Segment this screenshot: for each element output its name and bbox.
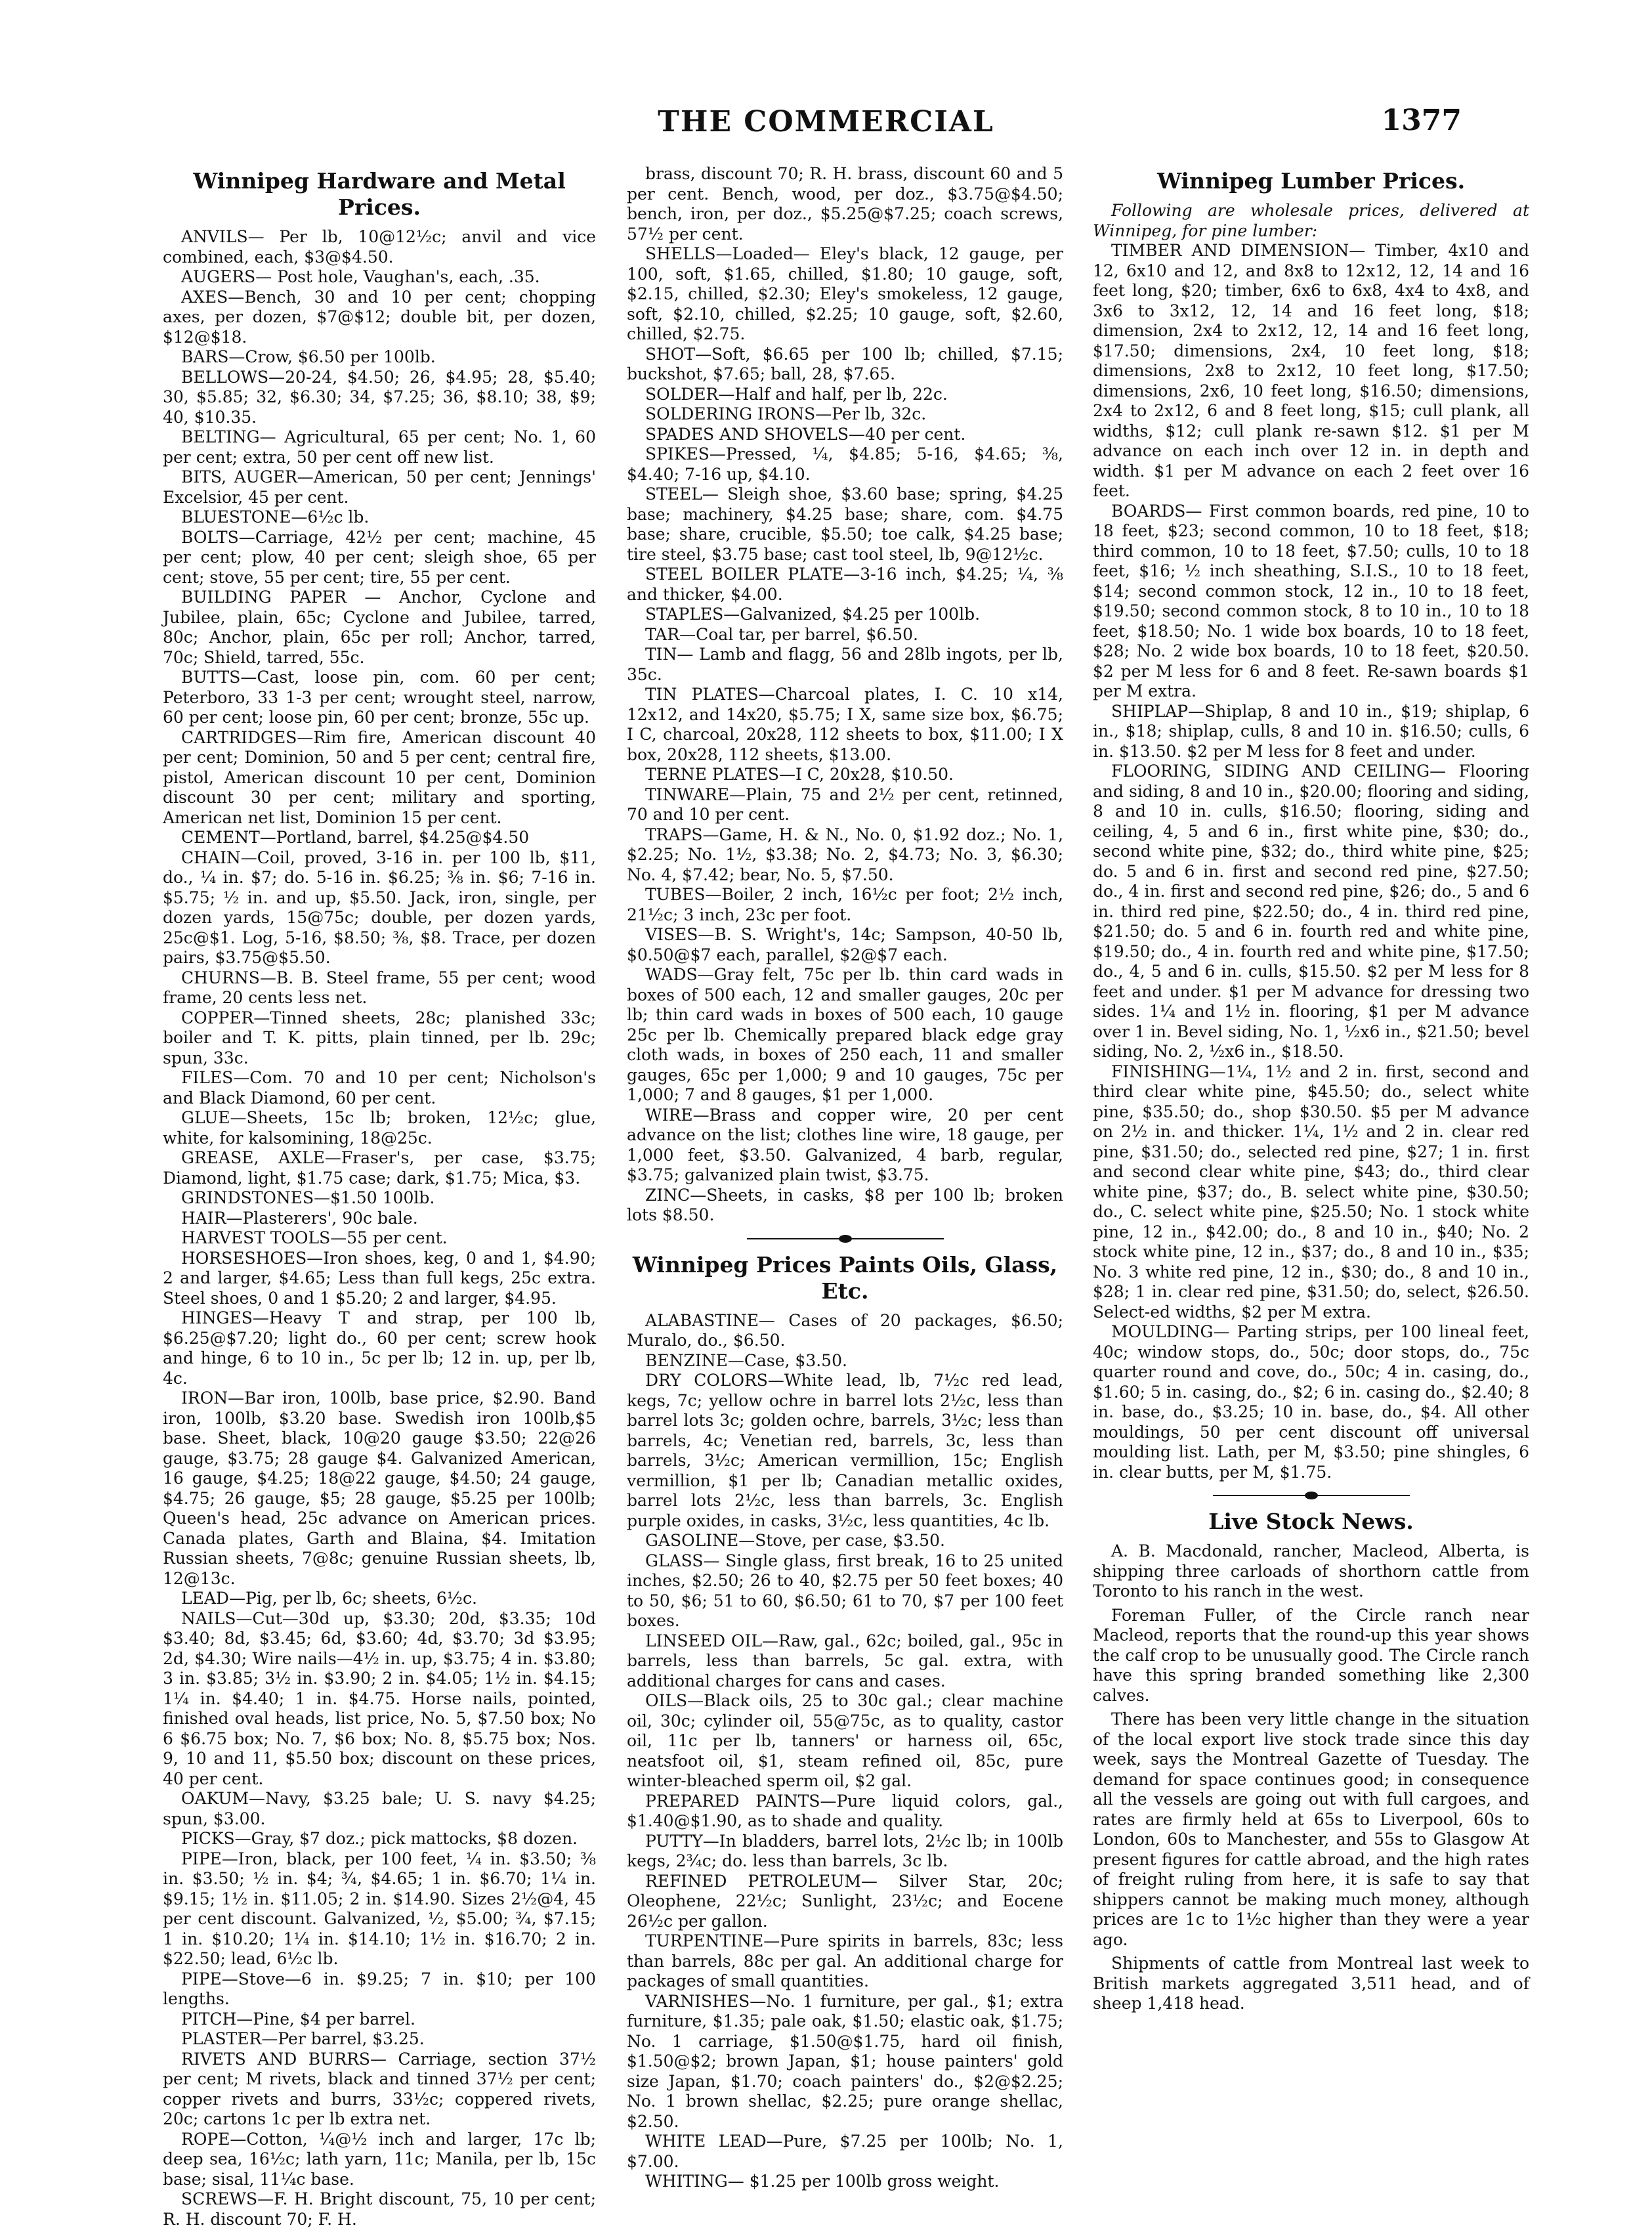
price-entry: ANVILS— Per lb, 10@12½c; anvil and vice combined, each, $3@$4.50. xyxy=(163,227,596,267)
price-entry: HAIR—Plasterers', 90c bale. xyxy=(181,1208,418,1228)
price-entry: WIRE—Brass and copper wire, 20 per cent advance on the list; clothes line wire, 18 gauge, per 1,000 feet, $3.50. Galvanized, 4 barb, regular, $3.75; galvanized plain twist, $3.75. xyxy=(627,1105,1063,1184)
price-entry: TERNE PLATES—I C, 20x28, $10.50. xyxy=(645,765,954,784)
price-entry: AUGERS— Post hole, Vaughan's, each, .35. xyxy=(181,267,540,286)
price-entry: ZINC—Sheets, in casks, $8 per 100 lb; broken lots $8.50. xyxy=(627,1185,1063,1224)
column-left xyxy=(163,164,596,2229)
price-entry: OAKUM—Navy, $3.25 bale; U. S. navy $4.25; spun, $3.00. xyxy=(163,1789,596,1828)
price-entry: ALABASTINE— Cases of 20 packages, $6.50; Muralo, do., $6.50. xyxy=(627,1310,1063,1350)
price-entry: SCREWS—F. H. Bright discount, 75, 10 per cent; R. H. discount 70; F. H. xyxy=(163,2189,596,2229)
lumber-intro: Following are wholesale prices, delivered at Winnipeg, for pine lumber: xyxy=(1093,201,1529,240)
paints-section-title: Winnipeg Prices Paints Oils, Glass, Etc. xyxy=(632,1251,1058,1304)
paints-price-list xyxy=(627,1311,1063,2192)
price-entry: REFINED PETROLEUM— Silver Star, 20c; Oleophene, 22½c; Sunlight, 23½c; and Eocene 26½c per gallon. xyxy=(627,1871,1063,1931)
price-entry: FILES—Com. 70 and 10 per cent; Nicholson's and Black Diamond, 60 per cent. xyxy=(163,1068,596,1107)
page-number: 1377 xyxy=(1381,104,1462,137)
price-entry: SOLDERING IRONS—Per lb, 32c. xyxy=(645,404,927,423)
price-entry: HARVEST TOOLS—55 per cent. xyxy=(181,1228,448,1247)
price-entry: GLUE—Sheets, 15c lb; broken, 12½c; glue, white, for kalsomining, 18@25c. xyxy=(163,1108,596,1148)
price-entry: CARTRIDGES—Rim fire, American discount 40 per cent; Dominion, 50 and 5 per cent; central fire, pistol, American discount 10 per cent, Dominion discount 30 per cent; military and sporting, American net list, Dominion 15 per cent. xyxy=(163,727,596,827)
price-entry: MOULDING— Parting strips, per 100 lineal feet, 40c; window stops, do., 50c; door stops, do., 75c quarter round and cove, do., 50c; 4 in. casing, do., $1.60; 5 in. casing, do., $2; 6 in. casing do., $2.40; 8 in. base, do., $3.25; 10 in. base, do., $4. All other mouldings, 50 per cent discount off universal moulding list. Lath, per M, $3.50; pine shingles, 6 in. clear butts, per M, $1.75. xyxy=(1093,1322,1529,1482)
price-entry: FLOORING, SIDING AND CEILING— Flooring and siding, 8 and 10 in., $20.00; flooring and siding, 8 and 10 in. culls, $16.50; flooring, siding and ceiling, 4, 5 and 6 in., first white pine, $30; do., second white pine, $32; do., third white pine, $25; do. 5 and 6 in. first and second red pine, $27.50; do., 4 in. first and second red pine, $26; do., 5 and 6 in. third red pine, $22.50; do., 4 in. third red pine, $21.50; do. 5 and 6 in. fourth red and white pine, $19.50; do., 4 in. fourth red and white pine, $17.50; do., 4, 5 and 6 in. culls, $15.50. $2 per M less for 8 feet and under. $1 per M advance for dressing two sides. 1¼ and 1½ in. flooring, $1 per M advance over 1 in. Bevel siding, No. 1, ½x6 in., $21.50; bevel siding, No. 2, ½x6 in., $18.50. xyxy=(1093,762,1529,1061)
price-entry: CHURNS—B. B. Steel frame, 55 per cent; wood frame, 20 cents less net. xyxy=(163,968,596,1007)
column-right xyxy=(1093,164,1529,2147)
price-entry: HORSESHOES—Iron shoes, keg, 0 and 1, $4.90; 2 and larger, $4.65; Less than full kegs, 25c extra. Steel shoes, 0 and 1 $5.20; 2 and larger, $4.95. xyxy=(163,1248,596,1308)
price-entry: BOARDS— First common boards, red pine, 10 to 18 feet, $23; second common, 10 to 18 feet, $18; third common, 10 to 18 feet, $7.50; culls, 10 to 18 feet, $16; ½ inch sheathing, S.I.S., 10 to 18 feet, $14; second common stock, 12 in., 10 to 18 feet, $19.50; second common stock, 8 to 10 in., 10 to 18 feet, $18.50; No. 1 wide box boards, 10 to 18 feet, $28; No. 2 wide box boards, 10 to 18 feet, $20.50. $2 per M less for 6 and 8 feet. Re-sawn boards $1 per M extra. xyxy=(1093,501,1529,700)
section-divider xyxy=(1213,1489,1410,1502)
price-entry: TURPENTINE—Pure spirits in barrels, 83c; less than barrels, 88c per gal. An additional charge for packages of small quantities. xyxy=(627,1931,1063,1990)
livestock-news xyxy=(1093,1541,1529,2014)
price-entry: SHELLS—Loaded— Eley's black, 12 gauge, per 100, soft, $1.65, chilled, $1.80; 10 gauge, soft, $2.15, chilled, $2.30; Eley's smokeless, 12 gauge, soft, $2.10, chilled, $2.25; 10 gauge, soft, $2.60, chilled, $2.75. xyxy=(627,244,1063,343)
price-entry: BELTING— Agricultural, 65 per cent; No. 1, 60 per cent; extra, 50 per cent off new list. xyxy=(163,427,596,467)
price-entry: NAILS—Cut—30d up, $3.30; 20d, $3.35; 10d $3.40; 8d, $3.45; 6d, $3.60; 4d, $3.70; 3d $3.95; 2d, $4.30; Wire nails—4½ in. up, $3.75; 4 in. $3.80; 3 in. $3.85; 3½ in. $3.90; 2 in. $4.05; 1½ in. $4.15; 1¼ in. $4.40; 1 in. $4.75. Horse nails, pointed, finished oval heads, list price, No. 5, $7.50 box; No 6 $6.75 box; No. 7, $6 box; No. 8, $5.75 box; Nos. 9, 10 and 11, $5.50 box; discount on these prices, 40 per cent. xyxy=(163,1608,596,1788)
price-entry: GLASS— Single glass, first break, 16 to 25 united inches, $2.50; 26 to 40, $2.75 per 50 feet boxes; 40 to 50, $6; 51 to 60, $6.50; 61 to 70, $7 per 100 feet boxes. xyxy=(627,1551,1063,1630)
news-paragraph: There has been very little change in the situation of the local export live stock trade since this day week, says the Montreal Gazette of Tuesday. The demand for space continues good; in consequence all the vessels are going out with full cargoes, and rates are firmly held at 65s to Liverpool, 60s to London, 60s to Manchester, and 55s to Glasgow At present figures for cattle abroad, and the high rates of freight ruling from here, it is safe to say that shippers cannot be making much money, although prices are 1c to 1½c higher than they were a year ago. xyxy=(1093,1709,1529,1949)
price-entry: FINISHING—1¼, 1½ and 2 in. first, second and third clear white pine, $45.50; do., select white pine, $35.50; do., shop $30.50. $5 per M advance on 2½ in. and thicker. 1¼, 1½ and 2 in. clear red pine, $31.50; do., selected red pine, $27; 1 in. first and second clear white pine, $43; do., third clear white pine, $37; do., B. select white pine, $30.50; do., C. select white pine, $25.50; No. 1 stock white pine, 12 in., $42.00; do., 8 and 10 in., $40; No. 2 stock white pine, 12 in., $37; do., 8 and 10 in., $35; No. 3 white red pine, 12 in., $30; do., 8 and 10 in., $28; 1 in. clear red pine, $31.50; do, select, $26.50. Select-ed widths, $2 per M extra. xyxy=(1093,1062,1529,1322)
lumber-price-list xyxy=(1093,241,1529,1482)
price-entry: TIMBER AND DIMENSION— Timber, 4x10 and 12, 6x10 and 12, and 8x8 to 12x12, 12, 14 and 16 feet long, $20; timber, 6x6 to 6x8, 4x4 to 4x8, and 3x6 to 3x12, 12, 14 and 16 feet long, $18; dimension, 2x4 to 2x12, 12, 14 and 16 feet long, $17.50; dimensions, 2x4, 10 feet long, $18; dimensions, 2x8 to 2x12, 10 feet long, $17.50; dimensions, 2x6, 10 feet long, $16.50; dimensions, 2x4 to 2x12, 6 and 8 feet long, $15; cull plank, all widths, $12; cull plank re-sawn $12. $1 per M advance on each inch over 12 in. in depth and width. $1 per M advance on each 2 feet over 16 feet. xyxy=(1093,241,1529,500)
price-entry: VISES—B. S. Wright's, 14c; Sampson, 40-50 lb, $0.50@$7 each, parallel, $2@$7 each. xyxy=(627,925,1063,964)
price-entry: SHIPLAP—Shiplap, 8 and 10 in., $19; shiplap, 6 in., $18; shiplap, culls, 8 and 10 in. $16.50; culls, 6 in. $13.50. $2 per M less for 8 feet and under. xyxy=(1093,701,1529,761)
page-header xyxy=(0,98,1652,144)
price-entry: BUILDING PAPER — Anchor, Cyclone and Jubilee, plain, 65c; Cyclone and Jubilee, tarred, 80c; Anchor, plain, 65c per roll; Anchor, tarred, 70c; Shield, tarred, 55c. xyxy=(163,588,596,667)
price-entry: LINSEED OIL—Raw, gal., 62c; boiled, gal., 95c in barrels, less than barrels, 5c gal. extra, with additional charges for cans and cases. xyxy=(627,1631,1063,1690)
news-paragraph: A. B. Macdonald, rancher, Macleod, Alberta, is shipping three carloads of shorthorn cattle from Toronto to his ranch in the west. xyxy=(1093,1541,1529,1601)
price-entry: BELLOWS—20-24, $4.50; 26, $4.95; 28, $5.40; 30, $5.85; 32, $6.30; 34, $7.25; 36, $8.10; 38, $9; 40, $10.35. xyxy=(163,367,596,427)
price-entry: SPIKES—Pressed, ¼, $4.85; 5-16, $4.65; ⅜, $4.40; 7-16 up, $4.10. xyxy=(627,444,1063,484)
news-paragraph: Foreman Fuller, of the Circle ranch near Macleod, reports that the round-up this year shows the calf crop to be unusually good. The Circle ranch have this spring branded something like 2,300 calves. xyxy=(1093,1605,1529,1705)
price-entry: OILS—Black oils, 25 to 30c gal.; clear machine oil, 30c; cylinder oil, 55@75c, as to quality, castor oil, 11c per lb, tanners' or harness oil, 65c, neatsfoot oil, $1, steam refined oil, 85c, pure winter-bleached sperm oil, $2 gal. xyxy=(627,1691,1063,1790)
price-entry: BENZINE—Case, $3.50. xyxy=(645,1350,847,1370)
price-entry: STEEL— Sleigh shoe, $3.60 base; spring, $4.25 base; machinery, $4.25 base; share, com. $4.75 base; share, crucible, $5.50; toe calk, $4.25 base; tire steel, $3.75 base; cast tool steel, lb, 9@12½c. xyxy=(627,484,1063,564)
price-entry: PICKS—Gray, $7 doz.; pick mattocks, $8 dozen. xyxy=(181,1829,578,1848)
price-entry: WADS—Gray felt, 75c per lb. thin card wads in boxes of 500 each, 12 and smaller gauges, 20c per lb; thin card wads in boxes of 500 each, 10 gauge 25c per lb. Chemically prepared black edge gray cloth wads, in boxes of 250 each, 11 and smaller gauges, 65c per 1,000; 9 and 10 gauges, 75c per 1,000; 7 and 8 gauges, $1 per 1,000. xyxy=(627,965,1063,1104)
price-entry: PUTTY—In bladders, barrel lots, 2½c lb; in 100lb kegs, 2¾c; do. less than barrels, 3c lb. xyxy=(627,1831,1063,1870)
price-entry: STAPLES—Galvanized, $4.25 per 100lb. xyxy=(645,605,981,624)
price-entry: PREPARED PAINTS—Pure liquid colors, gal., $1.40@$1.90, as to shade and quality. xyxy=(627,1791,1063,1830)
price-entry: brass, discount 70; R. H. brass, discount 60 and 5 per cent. Bench, wood, per doz., $3.75@$4.50; bench, iron, per doz., $5.25@$7.25; coach screws, 57½ per cent. xyxy=(627,164,1063,244)
price-entry: GREASE, AXLE—Fraser's, per case, $3.75; Diamond, light, $1.75 case; dark, $1.75; Mica, $3. xyxy=(163,1148,596,1188)
price-entry: TUBES—Boiler, 2 inch, 16½c per foot; 2½ inch, 21½c; 3 inch, 23c per foot. xyxy=(627,885,1063,924)
price-entry: CEMENT—Portland, barrel, $4.25@$4.50 xyxy=(181,828,530,847)
price-entry: STEEL BOILER PLATE—3-16 inch, $4.25; ¼, ⅜ and thicker, $4.00. xyxy=(627,565,1063,604)
hardware-price-list-continued xyxy=(627,164,1063,1226)
hardware-price-list xyxy=(163,227,596,2229)
column-middle xyxy=(627,164,1063,2191)
price-entry: LEAD—Pig, per lb, 6c; sheets, 6½c. xyxy=(181,1589,477,1608)
price-entry: GRINDSTONES—$1.50 100lb. xyxy=(181,1188,435,1207)
price-entry: GASOLINE—Stove, per case, $3.50. xyxy=(645,1531,945,1550)
price-entry: PIPE—Stove—6 in. $9.25; 7 in. $10; per 100 lengths. xyxy=(163,1969,596,2008)
price-entry: RIVETS AND BURRS— Carriage, section 37½ per cent; M rivets, black and tinned 37½ per cent; copper rivets and burrs, 33½c; coppered rivets, 20c; cartons 1c per lb extra net. xyxy=(163,2049,596,2128)
hardware-section-title: Winnipeg Hardware and Metal Prices. xyxy=(193,168,566,220)
price-entry: SOLDER—Half and half, per lb, 22c. xyxy=(645,384,948,404)
price-entry: BARS—Crow, $6.50 per 100lb. xyxy=(181,347,436,366)
price-entry: PLASTER—Per barrel, $3.25. xyxy=(181,2029,425,2048)
masthead-title: THE COMMERCIAL xyxy=(658,105,994,139)
price-entry: BUTTS—Cast, loose pin, com. 60 per cent; Peterboro, 33 1-3 per cent; wrought steel, narrow, 60 per cent; loose pin, 60 per cent; bronze, 55c up. xyxy=(163,668,596,727)
livestock-section-title: Live Stock News. xyxy=(1208,1509,1414,1534)
price-entry: AXES—Bench, 30 and 10 per cent; chopping axes, per dozen, $7@$12; double bit, per dozen, $12@$18. xyxy=(163,287,596,347)
news-paragraph: Shipments of cattle from Montreal last week to British markets aggregated 3,511 head, and of sheep 1,418 head. xyxy=(1093,1954,1529,2013)
price-entry: VARNISHES—No. 1 furniture, per gal., $1; extra furniture, $1.35; pale oak, $1.50; elastic oak, $1.75; No. 1 carriage, $1.50@$1.75, hard oil finish, $1.50@$2; brown Japan, $1; house painters' gold size Japan, $1.70; coach painters' do., $2@$2.25; No. 1 brown shellac, $2.25; pure orange shellac, $2.50. xyxy=(627,1991,1063,2131)
price-entry: TAR—Coal tar, per barrel, $6.50. xyxy=(645,624,918,644)
price-entry: DRY COLORS—White lead, lb, 7½c red lead, kegs, 7c; yellow ochre in barrel lots 2½c, less than barrel lots 3c; golden ochre, barrels, 3½c; less than barrels, 4c; Venetian red, barrels, 3c, less than barrels, 3½c; American vermillion, 15c; English vermillion, $1 per lb; Canadian metallic oxides, barrel lots 2½c, less than barrels, 3c. English purple oxides, in casks, 3½c, less quantities, 4c lb. xyxy=(627,1371,1063,1530)
price-entry: SPADES AND SHOVELS—40 per cent. xyxy=(645,424,966,444)
price-entry: CHAIN—Coil, proved, 3-16 in. per 100 lb, $11, do., ¼ in. $7; do. 5-16 in. $6.25; ⅜ in. $6; 7-16 in. $5.75; ½ in. and up, $5.50. Jack, iron, single, per dozen yards, 15@75c; double, per dozen yards, 25c@$1. Log, 5-16, $8.50; ⅜, $8. Trace, per dozen pairs, $3.75@$5.50. xyxy=(163,848,596,967)
price-entry: IRON—Bar iron, 100lb, base price, $2.90. Band iron, 100lb, $3.20 base. Swedish iron 100lb,$5 base. Sheet, black, 10@20 gauge $3.50; 22@26 gauge, $3.75; 28 gauge $4. Galvanized American, 16 gauge, $4.25; 18@22 gauge, $4.50; 24 gauge, $4.75; 26 gauge, $5; 28 gauge, $5.25 per 100lb; Queen's head, 25c advance on American prices. Canada plates, Garth and Blaina, $4. Imitation Russian sheets, 7@8c; genuine Russian sheets, lb, 12@13c. xyxy=(163,1388,596,1588)
price-entry: PITCH—Pine, $4 per barrel. xyxy=(181,2009,415,2029)
price-entry: BITS, AUGER—American, 50 per cent; Jennings' Excelsior, 45 per cent. xyxy=(163,467,596,507)
price-entry: TRAPS—Game, H. & N., No. 0, $1.92 doz.; No. 1, $2.25; No. 1½, $3.38; No. 2, $4.73; No. 3, $6.30; No. 4, $7.42; bear, No. 5, $7.50. xyxy=(627,825,1063,884)
section-divider xyxy=(747,1232,944,1245)
price-entry: TINWARE—Plain, 75 and 2½ per cent, retinned, 70 and 10 per cent. xyxy=(627,785,1063,824)
price-entry: ROPE—Cotton, ¼@½ inch and larger, 17c lb; deep sea, 16½c; lath yarn, 11c; Manila, per lb, 15c base; sisal, 11¼c base. xyxy=(163,2129,596,2189)
price-entry: HINGES—Heavy T and strap, per 100 lb, $6.25@$7.20; light do., 60 per cent; screw hook and hinge, 6 to 10 in., 5c per lb; 12 in. up, per lb, 4c. xyxy=(163,1308,596,1388)
price-entry: PIPE—Iron, black, per 100 feet, ¼ in. $3.50; ⅜ in. $3.50; ½ in. $4; ¾, $4.65; 1 in. $6.70; 1¼ in. $9.15; 1½ in. $11.05; 2 in. $14.90. Sizes 2½@4, 45 per cent discount. Galvanized, ½, $5.00; ¾, $7.15; 1 in. $10.20; 1¼ in. $14.10; 1½ in. $16.70; 2 in. $22.50; lead, 6½c lb. xyxy=(163,1849,596,1968)
lumber-section-title: Winnipeg Lumber Prices. xyxy=(1156,168,1466,194)
price-entry: SHOT—Soft, $6.65 per 100 lb; chilled, $7.15; buckshot, $7.65; ball, 28, $7.65. xyxy=(627,344,1063,383)
price-entry: BOLTS—Carriage, 42½ per cent; machine, 45 per cent; plow, 40 per cent; sleigh shoe, 65 per cent; stove, 55 per cent; tire, 55 per cent. xyxy=(163,527,596,587)
price-entry: WHITING— $1.25 per 100lb gross weight. xyxy=(645,2172,1000,2191)
price-entry: COPPER—Tinned sheets, 28c; planished 33c; boiler and T. K. pitts, plain tinned, per lb. 29c; spun, 33c. xyxy=(163,1008,596,1067)
price-entry: WHITE LEAD—Pure, $7.25 per 100lb; No. 1, $7.00. xyxy=(627,2132,1063,2171)
price-entry: TIN PLATES—Charcoal plates, I. C. 10 x14, 12x12, and 14x20, $5.75; I X, same size box, $6.75; I C, charcoal, 20x28, 112 sheets to box, $11.00; I X box, 20x28, 112 sheets, $13.00. xyxy=(627,685,1063,764)
price-entry: BLUESTONE—6½c lb. xyxy=(181,507,370,527)
price-entry: TIN— Lamb and flagg, 56 and 28lb ingots, per lb, 35c. xyxy=(627,645,1063,684)
